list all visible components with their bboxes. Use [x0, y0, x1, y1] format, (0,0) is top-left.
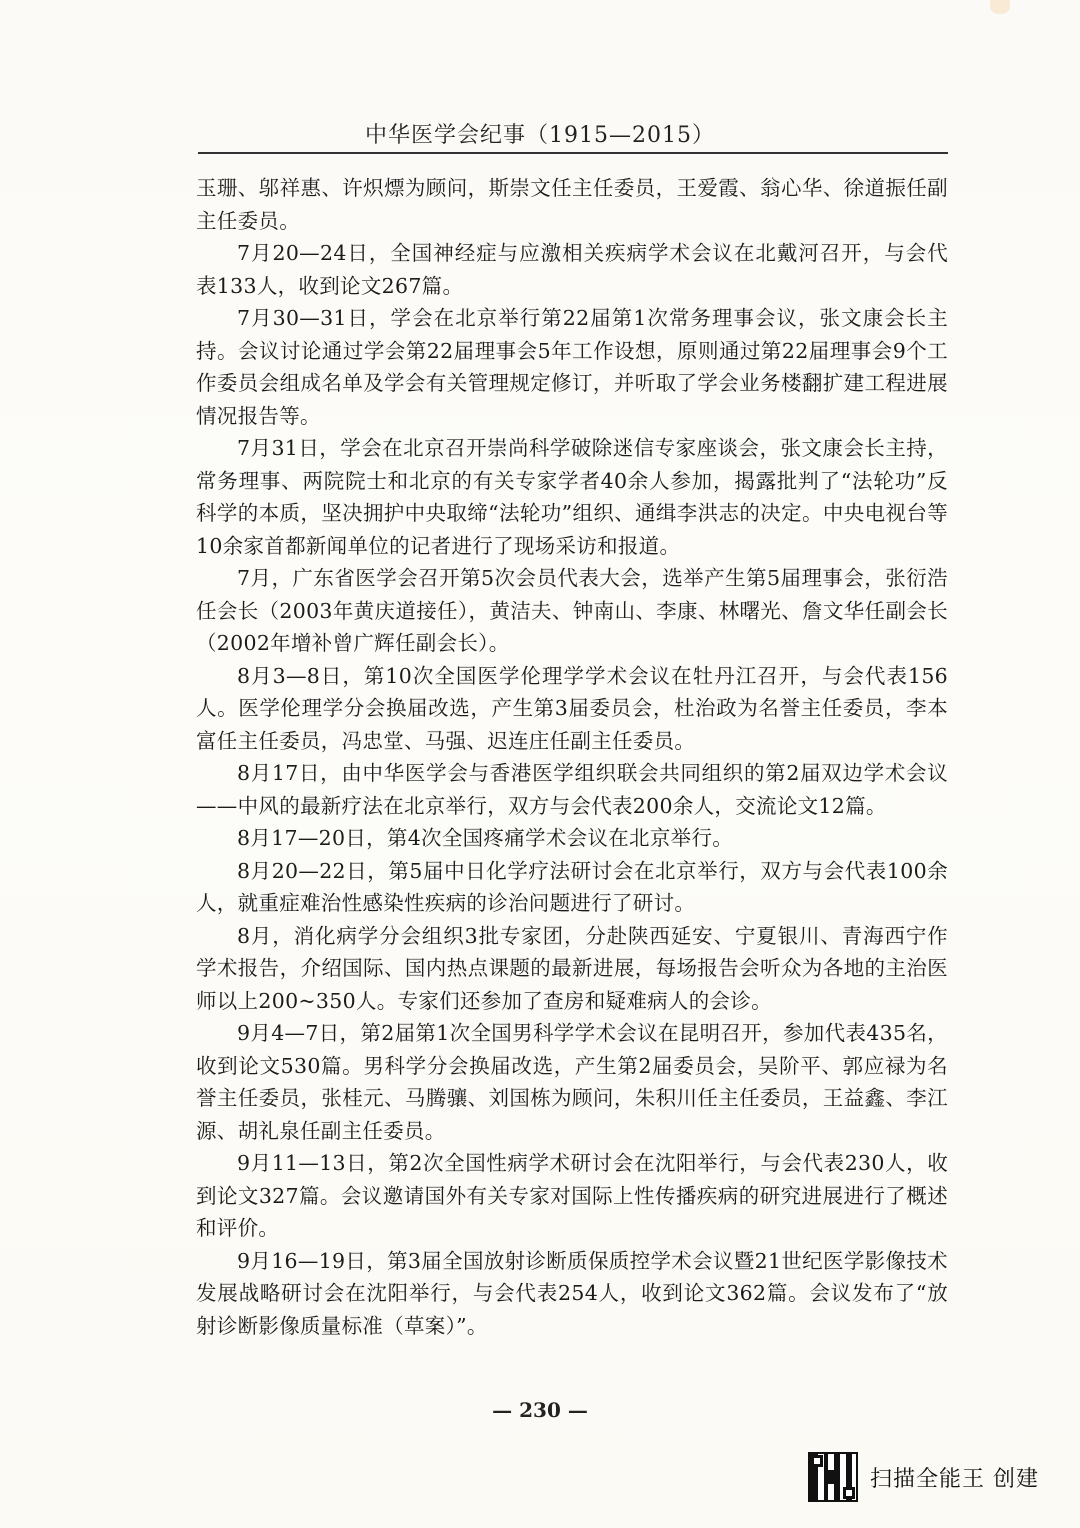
paragraph: 9月16—19日，第3届全国放射诊断质保质控学术会议暨21世纪医学影像技术发展战略研讨会在沈阳举行，与会代表254人，收到论文362篇。会议发布了“放射诊断影像质量标准（草案）”。 [196, 1248, 948, 1338]
paragraph: 7月30—31日，学会在北京举行第22届第1次常务理事会议，张文康会长主持。会议讨论通过学会第22届理事会5年工作设想，原则通过第22届理事会9个工作委员会组成名单及学会有关管理规定修订，并听取了学会业务楼翻扩建工程进展情况报告等。 [196, 306, 948, 428]
qr-code-icon [808, 1452, 858, 1502]
header-rule [198, 152, 948, 154]
paragraph: 7月31日，学会在北京召开崇尚科学破除迷信专家座谈会，张文康会长主持，常务理事、两院院士和北京的有关专家学者40余人参加，揭露批判了“法轮功”反科学的本质，坚决拥护中央取缔“法轮功”组织、通缉李洪志的决定。中央电视台等10余家首都新闻单位的记者进行了现场采访和报道。 [196, 436, 948, 558]
paragraph: 9月11—13日，第2次全国性病学术研讨会在沈阳举行，与会代表230人，收到论文327篇。会议邀请国外有关专家对国际上性传播疾病的研究进展进行了概述和评价。 [196, 1151, 948, 1240]
paragraph: 8月17日，由中华医学会与香港医学组织联会共同组织的第2届双边学术会议——中风的最新疗法在北京举行，双方与会代表200余人，交流论文12篇。 [196, 761, 948, 818]
running-header: 中华医学会纪事（1915—2015） [365, 123, 715, 148]
page-number: — 230 — [492, 1398, 588, 1422]
paragraph: 8月17—20日，第4次全国疼痛学术会议在北京举行。 [237, 826, 734, 850]
paragraph: 7月，广东省医学会召开第5次会员代表大会，选举产生第5届理事会，张衍浩任会长（2003年黄庆道接任），黄洁夫、钟南山、李康、林曙光、詹文华任副会长（2002年增补曾广辉任副会长）。 [196, 566, 948, 655]
paragraph: 7月20—24日，全国神经症与应激相关疾病学术会议在北戴河召开，与会代表133人，收到论文267篇。 [196, 241, 948, 298]
body-text [196, 172, 948, 1342]
paragraph: 玉珊、邬祥惠、许炽熛为顾问，斯崇文任主任委员，王爱霞、翁心华、徐道振任副主任委员。 [196, 176, 948, 233]
watermark-text: 扫描全能王 创建 [870, 1466, 1039, 1492]
paragraph: 8月3—8日，第10次全国医学伦理学学术会议在牡丹江召开，与会代表156人。医学伦理学分会换届改选，产生第3届委员会，杜治政为名誉主任委员，李本富任主任委员，冯忠堂、马强、迟连庄任副主任委员。 [196, 663, 948, 753]
scanner-watermark [808, 1452, 1039, 1502]
paragraph: 9月4—7日，第2届第1次全国男科学学术会议在昆明召开，参加代表435名，收到论文530篇。男科学分会换届改选，产生第2届委员会，吴阶平、郭应禄为名誉主任委员，张桂元、马腾骧、刘国栋为顾问，朱积川任主任委员，王益鑫、李江源、胡礼泉任副主任委员。 [196, 1021, 948, 1143]
paragraph: 8月20—22日，第5届中日化学疗法研讨会在北京举行，双方与会代表100余人，就重症难治性感染性疾病的诊治问题进行了研讨。 [196, 858, 948, 915]
corner-stain [990, 0, 1010, 14]
paragraph: 8月，消化病学分会组织3批专家团，分赴陕西延安、宁夏银川、青海西宁作学术报告，介绍国际、国内热点课题的最新进展，每场报告会听众为各地的主治医师以上200~350人。专家们还参加了查房和疑难病人的会诊。 [196, 923, 948, 1013]
